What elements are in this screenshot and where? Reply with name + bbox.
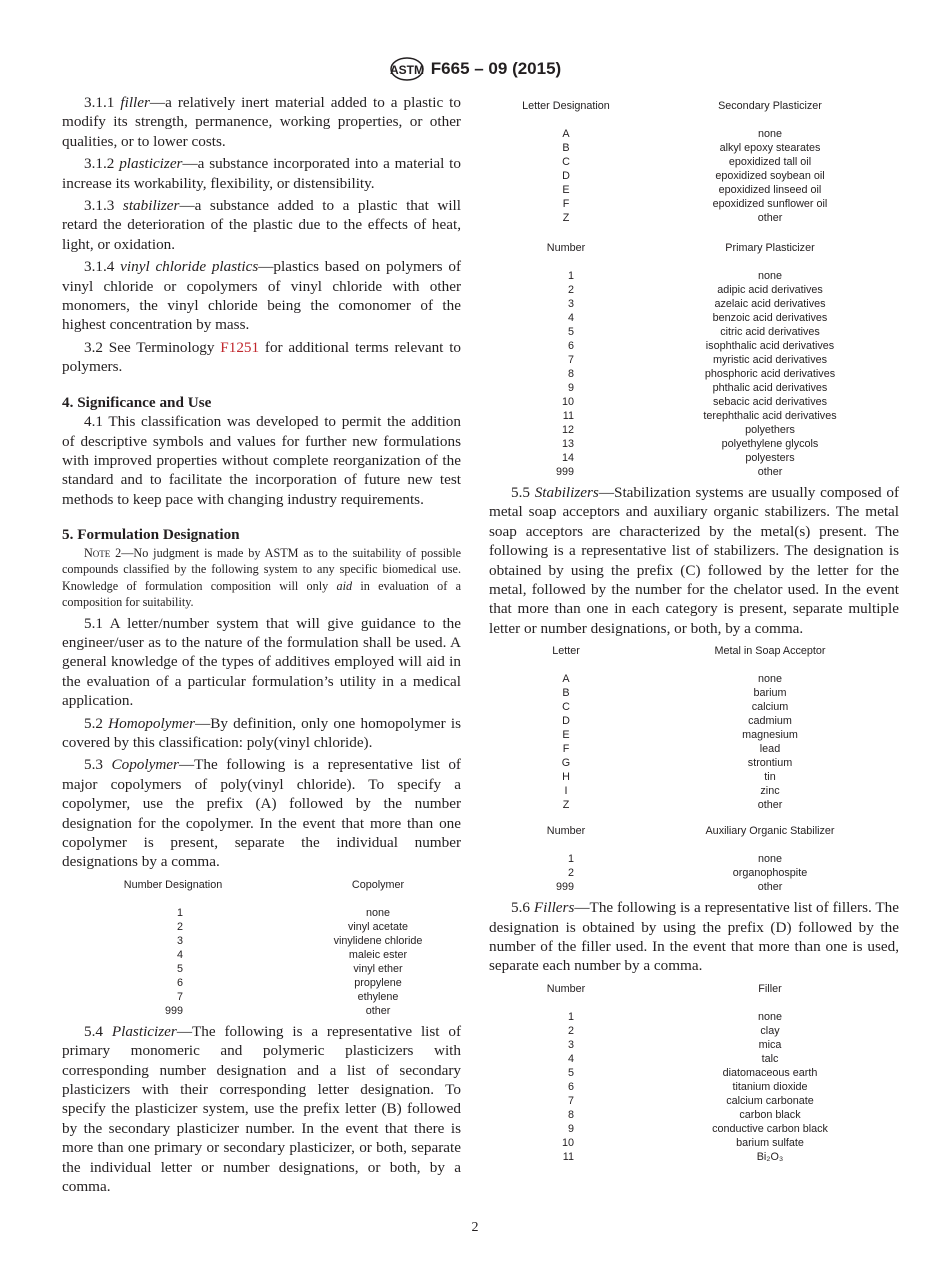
designation-cell: 4 xyxy=(567,1052,574,1065)
designation-cell: A xyxy=(562,673,570,686)
table-row xyxy=(62,962,461,976)
designation-cell: 9 xyxy=(567,1122,574,1135)
section-4-heading: 4. Significance and Use xyxy=(62,393,212,411)
value-cell: epoxidized soybean oil xyxy=(715,170,825,182)
table-header-row xyxy=(489,824,899,838)
table-row xyxy=(489,1108,899,1122)
designation-cell: D xyxy=(562,170,570,182)
designation-cell: 9 xyxy=(567,382,574,394)
column-header: Metal in Soap Acceptor xyxy=(714,645,826,658)
section-5-heading: 5. Formulation Designation xyxy=(62,526,240,544)
page-header xyxy=(0,56,950,82)
designation-cell: 1 xyxy=(567,1010,574,1023)
secondary-plasticizer-table xyxy=(489,99,899,225)
table-row xyxy=(489,423,899,437)
table-row xyxy=(489,1136,899,1150)
table-row xyxy=(489,183,899,197)
svg-text:ASTM: ASTM xyxy=(389,63,424,77)
value-cell: ethylene xyxy=(357,990,399,1003)
column-header: Letter xyxy=(552,645,580,658)
value-cell: calcium carbonate xyxy=(726,1094,814,1107)
designation-cell: E xyxy=(562,184,570,196)
value-cell: other xyxy=(757,799,783,812)
right-column xyxy=(489,99,899,1168)
value-cell: phosphoric acid derivatives xyxy=(704,368,836,380)
designation-cell: F xyxy=(562,198,570,210)
designation-cell: 14 xyxy=(561,452,574,464)
designation-cell: 11 xyxy=(562,1150,574,1163)
table-row xyxy=(489,197,899,211)
para-5-1: 5.1 A letter/number system that will give guidance to the engineer/user as to the nature of the formulation shall be used. A general knowledge of the types of additives employed will aid in the evaluation of a particular formulation’s utility in a medical application. xyxy=(62,614,461,710)
designation-cell: 12 xyxy=(561,424,574,436)
designation-cell: D xyxy=(562,715,570,728)
designation-cell: 8 xyxy=(567,1108,574,1121)
designation-cell: 999 xyxy=(555,881,574,894)
value-cell: conductive carbon black xyxy=(712,1122,828,1135)
column-header: Number xyxy=(546,825,586,838)
para-5-5: 5.5 Stabilizers—Stabilization systems are usually composed of metal soap acceptors and auxiliary organic stabilizers. The metal soap acceptors are characterized by the metal(s) present. The following is a representative list of stabilizers. The designation is obtained by using the prefix (C) followed by the letter for the metal, followed by the number for the chelator used. In the event that more than one in each category is present, separate multiple letter or number designations, or both, by a comma. xyxy=(489,484,900,637)
table-row xyxy=(489,672,899,686)
table-row xyxy=(62,948,461,962)
designation-cell: G xyxy=(561,757,571,770)
value-cell: other xyxy=(757,466,783,478)
value-cell: none xyxy=(757,1010,783,1023)
designation-cell: 10 xyxy=(561,396,574,408)
value-cell: carbon black xyxy=(739,1108,801,1121)
para-3-1-1: 3.1.1 filler—a relatively inert material added to a plastic to modify its strength, permanence, working properties, or other qualities, or to lower costs. xyxy=(62,94,461,150)
value-cell: alkyl epoxy stearates xyxy=(719,142,821,154)
value-cell: vinylidene chloride xyxy=(333,934,423,947)
value-cell: polyesters xyxy=(745,452,795,464)
table-row xyxy=(489,784,899,798)
designation-cell: 1 xyxy=(176,906,183,919)
designation-cell: 13 xyxy=(561,438,574,450)
value-cell: benzoic acid derivatives xyxy=(712,312,828,324)
table-row xyxy=(489,1010,899,1024)
para-5-4: 5.4 Plasticizer—The following is a representative list of primary monomeric and polymeric plasticizers with corresponding number designation and a list of secondary plasticizers with their corresponding letter designation. To specify the plasticizer system, use the prefix letter (B) followed by the secondary plasticizer number. In the event that there is more than one primary or secondary plasticizer, or both, separate the individual letter or number designations, or both, by a comma. xyxy=(62,1022,462,1196)
designation-cell: 999 xyxy=(555,466,574,478)
designation-cell: 7 xyxy=(567,354,574,366)
table-row xyxy=(489,211,899,225)
designation-cell: 4 xyxy=(176,948,183,961)
table-row xyxy=(489,714,899,728)
designation-cell: B xyxy=(562,142,570,154)
value-cell: barium xyxy=(753,687,787,700)
value-cell: calcium xyxy=(751,701,789,714)
copolymer-table xyxy=(62,878,461,1018)
designation-cell: 1 xyxy=(567,270,574,282)
table-row xyxy=(489,269,899,283)
para-5-6: 5.6 Fillers—The following is a representative list of fillers. The designation is obtained by using the prefix (D) followed by the number of the filler used. In the event that more than one is used, separate each number by a comma. xyxy=(489,899,899,975)
value-cell: epoxidized tall oil xyxy=(728,156,812,168)
column-header: Filler xyxy=(758,982,782,995)
table-row xyxy=(489,742,899,756)
value-cell: polyethylene glycols xyxy=(721,438,819,450)
table-row xyxy=(489,127,899,141)
table-row xyxy=(489,728,899,742)
table-row xyxy=(62,1004,461,1018)
column-header: Number Designation xyxy=(123,878,223,891)
value-cell: adipic acid derivatives xyxy=(717,284,823,296)
table-row xyxy=(62,934,461,948)
standard-designation: F665 – 09 (2015) xyxy=(430,59,562,78)
table-row xyxy=(489,700,899,714)
designation-cell: H xyxy=(562,771,570,784)
table-row xyxy=(489,409,899,423)
table-row xyxy=(489,451,899,465)
designation-cell: 5 xyxy=(176,962,183,975)
table-row xyxy=(489,1024,899,1038)
para-3-1-4: 3.1.4 vinyl chloride plastics—plastics based on polymers of vinyl chloride or copolymers of vinyl chloride with other monomers, the vinyl chloride being the comonomer of the highest concentration by mass. xyxy=(62,258,461,334)
value-cell: isophthalic acid derivatives xyxy=(705,340,835,352)
table-row xyxy=(489,325,899,339)
value-cell: none xyxy=(757,673,783,686)
value-cell: myristic acid derivatives xyxy=(713,354,827,366)
value-cell: mica xyxy=(758,1038,782,1051)
table-row xyxy=(489,686,899,700)
table-row xyxy=(489,1122,899,1136)
table-row xyxy=(62,990,461,1004)
designation-cell: 1 xyxy=(567,853,574,866)
table-row xyxy=(489,1052,899,1066)
value-cell: vinyl ether xyxy=(353,962,403,975)
column-header: Copolymer xyxy=(351,878,405,891)
metal-soap-acceptor-table xyxy=(489,644,899,812)
table-row xyxy=(489,756,899,770)
designation-cell: A xyxy=(562,128,570,140)
table-row xyxy=(62,920,461,934)
designation-cell: 4 xyxy=(567,312,574,324)
designation-cell: 6 xyxy=(567,340,574,352)
value-cell: none xyxy=(365,906,391,919)
value-cell: lead xyxy=(759,743,781,756)
value-cell: Bi₂O₃ xyxy=(756,1150,784,1163)
value-cell: cadmium xyxy=(748,715,792,728)
table-header-row xyxy=(489,644,899,658)
auxiliary-stabilizer-table xyxy=(489,824,899,894)
designation-cell: C xyxy=(562,701,570,714)
designation-cell: 999 xyxy=(164,1004,183,1017)
column-header: Number xyxy=(546,242,586,254)
f1251-link[interactable]: F1251 xyxy=(220,338,260,356)
value-cell: maleic ester xyxy=(348,948,408,961)
value-cell: azelaic acid derivatives xyxy=(714,298,826,310)
designation-cell: C xyxy=(562,156,570,168)
designation-cell: 11 xyxy=(562,410,574,422)
designation-cell: 10 xyxy=(561,1136,574,1149)
designation-cell: 3 xyxy=(567,1038,574,1051)
filler-table xyxy=(489,982,899,1164)
column-header: Number xyxy=(546,982,586,995)
table-row xyxy=(62,976,461,990)
designation-cell: 3 xyxy=(176,934,183,947)
value-cell: polyethers xyxy=(745,424,795,436)
value-cell: other xyxy=(757,881,783,894)
value-cell: titanium dioxide xyxy=(732,1080,808,1093)
value-cell: talc xyxy=(761,1052,779,1065)
table-row xyxy=(489,880,899,894)
designation-cell: 5 xyxy=(567,326,574,338)
value-cell: clay xyxy=(760,1024,780,1037)
primary-plasticizer-table xyxy=(489,241,899,479)
table-row xyxy=(489,1150,899,1164)
value-cell: none xyxy=(757,270,783,282)
table-row xyxy=(489,395,899,409)
value-cell: epoxidized linseed oil xyxy=(718,184,822,196)
left-column xyxy=(62,93,461,1196)
designation-cell: 6 xyxy=(176,976,183,989)
table-row xyxy=(489,353,899,367)
value-cell: strontium xyxy=(747,757,793,770)
value-cell: phthalic acid derivatives xyxy=(712,382,828,394)
table-row xyxy=(489,339,899,353)
table-row xyxy=(489,297,899,311)
table-row xyxy=(489,798,899,812)
para-3-1-3: 3.1.3 stabilizer—a substance added to a plastic that will retard the deterioration of the plastic due to the effects of heat, light, or oxidation. xyxy=(62,197,461,253)
table-row xyxy=(489,770,899,784)
value-cell: organophospite xyxy=(732,867,808,880)
para-5-2: 5.2 Homopolymer—By definition, only one homopolymer is covered by this classification: poly(vinyl chloride). xyxy=(62,714,462,751)
table-row xyxy=(489,437,899,451)
column-header: Primary Plasticizer xyxy=(725,242,815,254)
value-cell: diatomaceous earth xyxy=(722,1066,818,1079)
table-row xyxy=(489,169,899,183)
value-cell: other xyxy=(365,1004,391,1017)
designation-cell: 3 xyxy=(567,298,574,310)
note-2: Note 2—No judgment is made by ASTM as to the suitability of possible compounds classified by the following system to any specific biomedical use. Knowledge of formulation composition will only aid in evaluation of a composition for suitability. xyxy=(62,545,461,610)
designation-cell: F xyxy=(562,743,570,756)
designation-cell: Z xyxy=(562,212,570,224)
value-cell: other xyxy=(757,212,783,224)
designation-cell: E xyxy=(562,729,570,742)
value-cell: magnesium xyxy=(742,729,798,742)
table-row xyxy=(489,1080,899,1094)
table-header-row xyxy=(489,241,899,255)
para-5-3: 5.3 Copolymer—The following is a representative list of major copolymers of poly(vinyl chloride). To specify a copolymer, use the prefix (A) followed by the number designation for the copolymer. In the event that more than one copolymer is present, separate the individual number designations by a comma. xyxy=(62,756,461,871)
value-cell: barium sulfate xyxy=(736,1136,804,1149)
designation-cell: 2 xyxy=(567,284,574,296)
column-header: Auxiliary Organic Stabilizer xyxy=(705,825,835,838)
designation-cell: 5 xyxy=(567,1066,574,1079)
table-row xyxy=(489,852,899,866)
value-cell: sebacic acid derivatives xyxy=(712,396,828,408)
designation-cell: 2 xyxy=(176,920,183,933)
page-number: 2 xyxy=(471,1220,479,1235)
table-row xyxy=(489,465,899,479)
table-row xyxy=(489,1094,899,1108)
table-header-row xyxy=(489,982,899,996)
para-3-2: 3.2 See Terminology F1251 for additional terms relevant to polymers. xyxy=(62,338,462,376)
table-row xyxy=(489,1038,899,1052)
designation-cell: Z xyxy=(562,799,570,812)
column-header: Letter Designation xyxy=(522,100,610,112)
designation-cell: 7 xyxy=(176,990,183,1003)
value-cell: none xyxy=(757,853,783,866)
para-3-1-2: 3.1.2 plasticizer—a substance incorporated into a material to increase its workability, flexibility, or distensibility. xyxy=(62,155,461,192)
table-row xyxy=(62,906,461,920)
table-header-row xyxy=(489,99,899,113)
table-row xyxy=(489,1066,899,1080)
table-row xyxy=(489,311,899,325)
designation-cell: 2 xyxy=(567,1024,574,1037)
designation-cell: I xyxy=(564,785,568,798)
table-row xyxy=(489,155,899,169)
table-row xyxy=(489,367,899,381)
value-cell: citric acid derivatives xyxy=(720,326,820,338)
value-cell: tin xyxy=(764,771,776,784)
designation-cell: 2 xyxy=(567,867,574,880)
designation-cell: 8 xyxy=(567,368,574,380)
table-row xyxy=(489,141,899,155)
value-cell: none xyxy=(757,128,783,140)
value-cell: terephthalic acid derivatives xyxy=(703,410,837,422)
para-4-1: 4.1 This classification was developed to permit the addition of descriptive symbols and values for further new formulations with improved properties without complete reorganization of the standard and to facilitate the incorporation of future new test methods to keep pace with changing industry requirements. xyxy=(62,413,461,508)
designation-cell: B xyxy=(562,687,570,700)
table-header-row xyxy=(62,878,461,892)
astm-logo-icon xyxy=(389,56,425,82)
table-row xyxy=(489,381,899,395)
value-cell: zinc xyxy=(760,785,780,798)
value-cell: epoxidized sunflower oil xyxy=(712,198,828,210)
designation-cell: 6 xyxy=(567,1080,574,1093)
table-row xyxy=(489,866,899,880)
table-row xyxy=(489,283,899,297)
value-cell: propylene xyxy=(354,976,402,989)
designation-cell: 7 xyxy=(567,1094,574,1107)
column-header: Secondary Plasticizer xyxy=(718,100,822,112)
value-cell: vinyl acetate xyxy=(347,920,408,933)
